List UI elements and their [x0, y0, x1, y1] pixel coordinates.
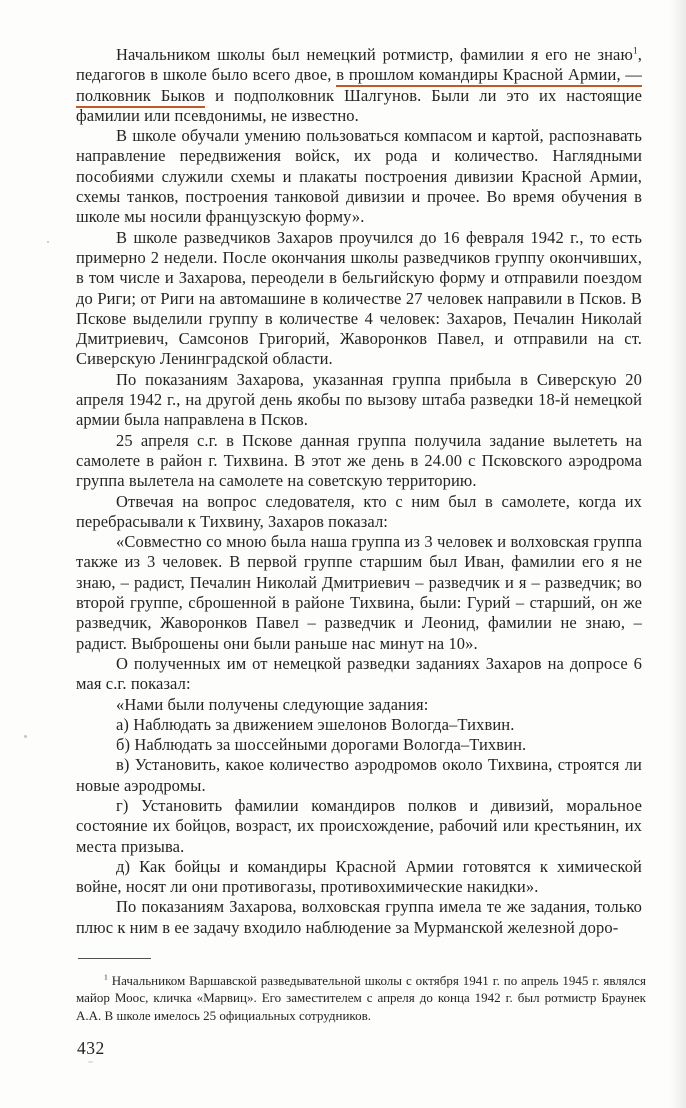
- paragraph-3: В школе разведчиков Захаров проучился до 16 февраля 1942 г., то есть примерно 2 недели. После окончания школы разведчиков группу окончивших, в том числе и Захарова, переодели в бельгийскую форму и отправили поездом до Риги; от Риги на автомашине в количестве 27 человек направили в Псков. В Пскове выделили группу в количестве 4 человек: Захаров, Печалин Николай Дмитриевич, Самсонов Григорий, Жаворонков Павел, и отправили на ст. Сиверскую Ленинградской области.: [76, 227, 642, 369]
- page-number: 432: [77, 1038, 105, 1058]
- underlined-phrase: в прошлом командиры Красной Армии, —полковник Быков: [76, 65, 642, 107]
- footnote-separator-rule: [78, 958, 151, 959]
- paragraph-8: О полученных им от немецкой разведки заданиях Захаров на допросе 6 мая с.г. показал:: [76, 653, 642, 694]
- footnote-body: Начальником Варшавской разведывательной школы с октября 1941 г. по апрель 1945 г. являлся майор Моос, кличка «Марвиц». Его заместителем с апреля до конца 1942 г. был ротмистр Браунек А.А. В школе имелось 25 официальных сотрудников.: [76, 973, 646, 1023]
- paragraph-10-item-a: а) Наблюдать за движением эшелонов Вологда–Тихвин.: [116, 714, 515, 734]
- paragraph-1: [76, 45, 642, 126]
- paragraph-9: «Нами были получены следующие задания:: [116, 694, 429, 714]
- scan-speck: [88, 1061, 93, 1063]
- paragraph-11-item-b: б) Наблюдать за шоссейными дорогами Вологда–Тихвин.: [116, 735, 527, 755]
- scan-speck: [24, 735, 27, 738]
- footnote-reference-mark: 1: [632, 45, 638, 57]
- paragraph-15: По показаниям Захарова, волховская группа имела те же задания, только плюс к ним в ее задачу входило наблюдение за Мурманской железной доро-: [76, 897, 642, 937]
- paragraph-1-text-c: и подполковник Шалгунов. Были ли это их настоящие фамилии или псевдонимы, не известно.: [76, 85, 642, 125]
- footnote-text: [76, 972, 646, 1024]
- main-text-block: [76, 45, 642, 938]
- paragraph-7: «Совместно со мною была наша группа из 3 человек и волховская группа также из 3 человек. В первой группе старшим был Иван, фамилии его я не знаю, – радист, Печалин Николай Дмитриевич – разведчик и я – разведчик; во второй группе, сброшенной в районе Тихвина, были: Гурий – старший, он же разведчик, Жаворонков Павел – разведчик и Леонид, фамилии не знаю, – радист. Выброшены они были раньше нас минут на 10».: [76, 532, 642, 653]
- footnote-block: [76, 972, 646, 1024]
- page-edge-shadow: [670, 0, 686, 1108]
- scan-speck: [47, 241, 49, 243]
- paragraph-12-item-v: в) Установить, какое количество аэродромов около Тихвина, строятся ли новые аэродромы.: [76, 755, 642, 795]
- paragraph-1-text-a: Начальником школы был немецкий ротмистр, фамилии я его не знаю: [116, 45, 633, 64]
- footnote-number: 1: [104, 972, 108, 982]
- paragraph-1-text-b: , педагогов в школе было всего двое,: [76, 45, 642, 85]
- paragraph-2: В школе обучали умению пользоваться компасом и картой, распознавать направление передвижения войск, их рода и количество. Наглядными пособиями служили схемы и плакаты построения дивизии Красной Армии, схемы танков, построения танковой дивизии и прочее. Во время обучения в школе мы носили французскую форму».: [76, 126, 642, 227]
- paragraph-4: По показаниям Захарова, указанная группа прибыла в Сиверскую 20 апреля 1942 г., на другой день якобы по вызову штаба разведки 18-й немецкой армии была направлена в Псков.: [76, 369, 642, 430]
- paragraph-14-item-d: д) Как бойцы и командиры Красной Армии готовятся к химической войне, носят ли они противогазы, противохимические накидки».: [76, 856, 642, 897]
- paragraph-13-item-g: г) Установить фамилии командиров полков и дивизий, моральное состояние их бойцов, возраст, их происхождение, рабочий или крестьянин, их места призыва.: [76, 795, 642, 856]
- paragraph-6: Отвечая на вопрос следователя, кто с ним был в самолете, когда их перебрасывали к Тихвину, Захаров показал:: [76, 491, 642, 531]
- paragraph-5: 25 апреля с.г. в Пскове данная группа получила задание вылететь на самолете в район г. Тихвина. В этот же день в 24.00 с Псковского аэродрома группа вылетела на самолете на советскую территорию.: [76, 430, 642, 491]
